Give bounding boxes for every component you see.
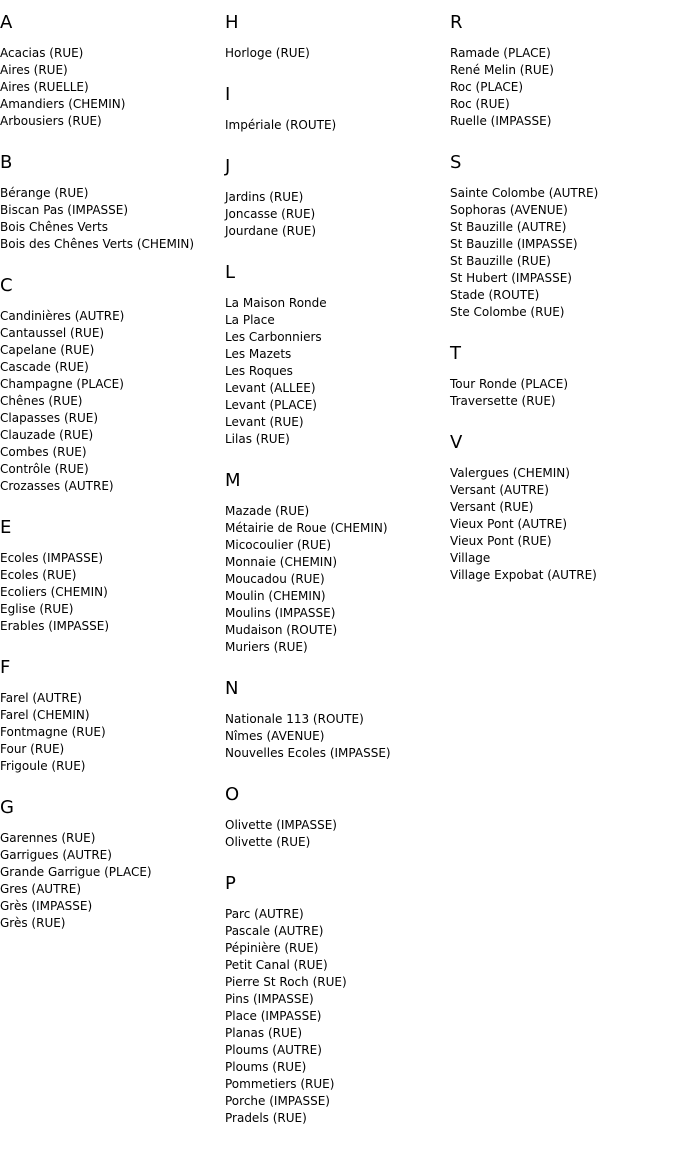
street-link[interactable]: St Hubert (IMPASSE) xyxy=(450,271,572,285)
street-list-item xyxy=(225,1093,450,1110)
street-list-item xyxy=(225,745,450,762)
street-link[interactable]: René Melin (RUE) xyxy=(450,63,554,77)
street-list-item xyxy=(225,957,450,974)
street-link[interactable]: Jardins (RUE) xyxy=(225,190,304,204)
street-list-item xyxy=(225,520,450,537)
street-link[interactable]: Capelane (RUE) xyxy=(0,343,95,357)
street-link[interactable]: Cascade (RUE) xyxy=(0,360,89,374)
street-link[interactable]: Clapasses (RUE) xyxy=(0,411,99,425)
street-list-item xyxy=(225,363,450,380)
street-link[interactable]: Village Expobat (AUTRE) xyxy=(450,568,597,582)
street-link[interactable]: Ploums (AUTRE) xyxy=(225,1043,322,1057)
street-link[interactable]: Eglise (RUE) xyxy=(0,602,74,616)
street-list xyxy=(450,185,675,321)
street-list-item xyxy=(225,45,450,62)
street-link[interactable]: Acacias (RUE) xyxy=(0,46,84,60)
street-link[interactable]: Aires (RUE) xyxy=(0,63,68,77)
street-list-item xyxy=(450,533,675,550)
street-list-item xyxy=(450,287,675,304)
letter-section xyxy=(0,275,225,495)
street-link[interactable]: Levant (RUE) xyxy=(225,415,304,429)
street-list-item xyxy=(450,550,675,567)
street-list-item xyxy=(0,113,225,130)
street-link[interactable]: Jourdane (RUE) xyxy=(225,224,317,238)
street-link[interactable]: Garennes (RUE) xyxy=(0,831,96,845)
street-link[interactable]: Champagne (PLACE) xyxy=(0,377,124,391)
letter-heading: B xyxy=(0,152,13,173)
street-list-item xyxy=(225,1042,450,1059)
letter-section xyxy=(225,784,450,851)
street-list-item xyxy=(0,758,225,775)
street-list-item xyxy=(225,1059,450,1076)
letter-section xyxy=(225,12,450,62)
street-link[interactable]: Pins (IMPASSE) xyxy=(225,992,314,1006)
street-list-item xyxy=(0,308,225,325)
street-link[interactable]: Candinières (AUTRE) xyxy=(0,309,125,323)
street-list-item xyxy=(0,62,225,79)
street-link[interactable]: Nîmes (AVENUE) xyxy=(225,729,325,743)
letter-heading: S xyxy=(450,152,462,173)
street-link[interactable]: Cantaussel (RUE) xyxy=(0,326,105,340)
street-list-item xyxy=(225,1110,450,1127)
street-list xyxy=(450,376,675,410)
street-list-item xyxy=(0,45,225,62)
street-link[interactable]: Grès (IMPASSE) xyxy=(0,899,93,913)
letter-section xyxy=(450,343,675,410)
street-link[interactable]: Ruelle (IMPASSE) xyxy=(450,114,552,128)
street-link[interactable]: Grande Garrigue (PLACE) xyxy=(0,865,152,879)
street-list-item xyxy=(225,189,450,206)
street-link[interactable]: Aires (RUELLE) xyxy=(0,80,89,94)
street-link[interactable]: Olivette (IMPASSE) xyxy=(225,818,337,832)
letter-section xyxy=(0,517,225,635)
street-link[interactable]: Lilas (RUE) xyxy=(225,432,290,446)
letter-heading: G xyxy=(0,797,14,818)
street-link[interactable]: Combes (RUE) xyxy=(0,445,87,459)
street-list-item xyxy=(0,96,225,113)
street-link[interactable]: La Maison Ronde xyxy=(225,296,327,310)
street-list-item xyxy=(225,346,450,363)
street-list-item xyxy=(0,724,225,741)
street-list xyxy=(0,830,225,932)
street-link[interactable]: Nationale 113 (ROUTE) xyxy=(225,712,364,726)
letter-section xyxy=(225,156,450,240)
street-link[interactable]: Pradels (RUE) xyxy=(225,1111,307,1125)
street-list-item xyxy=(450,113,675,130)
street-list-item xyxy=(450,516,675,533)
letter-heading: P xyxy=(225,873,236,894)
street-list-item xyxy=(0,342,225,359)
street-list-item xyxy=(0,376,225,393)
street-list-item xyxy=(0,847,225,864)
street-list-item xyxy=(0,550,225,567)
street-list-item xyxy=(0,898,225,915)
street-list xyxy=(225,45,450,62)
street-list-item xyxy=(225,295,450,312)
street-list xyxy=(225,906,450,1127)
street-link[interactable]: Ste Colombe (RUE) xyxy=(450,305,565,319)
street-list-item xyxy=(225,639,450,656)
street-list-item xyxy=(450,270,675,287)
street-link[interactable]: Les Carbonniers xyxy=(225,330,322,344)
street-list-item xyxy=(0,325,225,342)
letter-section xyxy=(0,12,225,130)
street-link[interactable]: Amandiers (CHEMIN) xyxy=(0,97,126,111)
street-link[interactable]: Olivette (RUE) xyxy=(225,835,311,849)
street-list-item xyxy=(225,431,450,448)
letter-section xyxy=(225,262,450,448)
street-list-item xyxy=(0,584,225,601)
street-link[interactable]: Petit Canal (RUE) xyxy=(225,958,328,972)
street-link[interactable]: Sophoras (AVENUE) xyxy=(450,203,568,217)
street-link[interactable]: Grès (RUE) xyxy=(0,916,66,930)
street-list-item xyxy=(225,923,450,940)
street-list xyxy=(0,185,225,253)
street-list-item xyxy=(0,427,225,444)
street-list-item xyxy=(225,834,450,851)
letter-heading: C xyxy=(0,275,13,296)
street-link[interactable]: Ecoliers (CHEMIN) xyxy=(0,585,108,599)
street-link[interactable]: Mazade (RUE) xyxy=(225,504,310,518)
street-list-item xyxy=(225,622,450,639)
street-link[interactable]: Village xyxy=(450,551,491,565)
street-link[interactable]: Les Mazets xyxy=(225,347,292,361)
street-link[interactable]: Planas (RUE) xyxy=(225,1026,303,1040)
street-link[interactable]: Chênes (RUE) xyxy=(0,394,83,408)
street-list-item xyxy=(450,465,675,482)
letter-section xyxy=(225,678,450,762)
street-list-item xyxy=(0,79,225,96)
street-list xyxy=(225,189,450,240)
street-link[interactable]: Bois des Chênes Verts (CHEMIN) xyxy=(0,237,195,251)
street-list-item xyxy=(450,45,675,62)
street-list-item xyxy=(0,359,225,376)
street-link[interactable]: Valergues (CHEMIN) xyxy=(450,466,570,480)
letter-heading: M xyxy=(225,470,241,491)
street-list xyxy=(0,550,225,635)
street-list-item xyxy=(0,461,225,478)
street-list-item xyxy=(0,410,225,427)
letter-section xyxy=(225,470,450,656)
street-link[interactable]: Bérange (RUE) xyxy=(0,186,89,200)
letter-heading: E xyxy=(0,517,12,538)
street-link[interactable]: Mudaison (ROUTE) xyxy=(225,623,338,637)
street-list-item xyxy=(225,571,450,588)
street-link[interactable]: Pascale (AUTRE) xyxy=(225,924,324,938)
street-link[interactable]: Contrôle (RUE) xyxy=(0,462,89,476)
street-link[interactable]: Joncasse (RUE) xyxy=(225,207,316,221)
letter-section xyxy=(0,657,225,775)
street-list-item xyxy=(450,304,675,321)
street-list-item xyxy=(450,253,675,270)
letter-heading: L xyxy=(225,262,236,283)
street-list xyxy=(225,711,450,762)
street-link[interactable]: Moulin (CHEMIN) xyxy=(225,589,326,603)
letter-section xyxy=(225,873,450,1127)
street-list-item xyxy=(0,478,225,495)
street-list-item xyxy=(0,202,225,219)
street-link[interactable]: Parc (AUTRE) xyxy=(225,907,304,921)
street-list-item xyxy=(225,588,450,605)
street-list-item xyxy=(450,96,675,113)
street-index-column-1 xyxy=(0,12,225,954)
street-link[interactable]: Sainte Colombe (AUTRE) xyxy=(450,186,599,200)
street-list-item xyxy=(0,601,225,618)
street-list-item xyxy=(450,482,675,499)
letter-section xyxy=(225,84,450,134)
street-link[interactable]: Ramade (PLACE) xyxy=(450,46,551,60)
street-link[interactable]: Ploums (RUE) xyxy=(225,1060,307,1074)
letter-section xyxy=(0,152,225,253)
letter-heading: I xyxy=(225,84,231,105)
street-list-item xyxy=(0,830,225,847)
street-link[interactable]: Farel (AUTRE) xyxy=(0,691,82,705)
street-link[interactable]: St Bauzille (AUTRE) xyxy=(450,220,567,234)
street-index-column-2 xyxy=(225,12,450,1149)
street-link[interactable]: Levant (PLACE) xyxy=(225,398,317,412)
street-list-item xyxy=(225,223,450,240)
letter-heading: O xyxy=(225,784,240,805)
street-link[interactable]: Muriers (RUE) xyxy=(225,640,308,654)
street-link[interactable]: Frigoule (RUE) xyxy=(0,759,86,773)
street-link[interactable]: Pierre St Roch (RUE) xyxy=(225,975,347,989)
street-link[interactable]: Versant (AUTRE) xyxy=(450,483,549,497)
letter-heading: A xyxy=(0,12,13,33)
street-list-item xyxy=(225,414,450,431)
street-link[interactable]: Clauzade (RUE) xyxy=(0,428,94,442)
street-list-item xyxy=(225,1025,450,1042)
street-list-item xyxy=(225,397,450,414)
street-link[interactable]: Métairie de Roue (CHEMIN) xyxy=(225,521,388,535)
street-list-item xyxy=(450,219,675,236)
street-list-item xyxy=(225,312,450,329)
street-link[interactable]: Place (IMPASSE) xyxy=(225,1009,322,1023)
letter-heading: F xyxy=(0,657,11,678)
street-list xyxy=(450,465,675,584)
street-list-item xyxy=(450,376,675,393)
street-list-item xyxy=(225,503,450,520)
street-link[interactable]: Ecoles (IMPASSE) xyxy=(0,551,104,565)
street-list xyxy=(0,308,225,495)
letter-heading: J xyxy=(225,156,231,177)
street-list-item xyxy=(0,185,225,202)
street-list-item xyxy=(450,236,675,253)
street-list-item xyxy=(450,79,675,96)
street-link[interactable]: Horloge (RUE) xyxy=(225,46,310,60)
street-list-item xyxy=(225,974,450,991)
street-list xyxy=(225,817,450,851)
street-link[interactable]: Garrigues (AUTRE) xyxy=(0,848,112,862)
street-link[interactable]: Crozasses (AUTRE) xyxy=(0,479,114,493)
street-list-item xyxy=(225,329,450,346)
street-link[interactable]: Vieux Pont (AUTRE) xyxy=(450,517,568,531)
street-list-item xyxy=(450,393,675,410)
street-link[interactable]: St Bauzille (RUE) xyxy=(450,254,551,268)
street-link[interactable]: Les Roques xyxy=(225,364,293,378)
letter-section xyxy=(450,152,675,321)
street-link[interactable]: Farel (CHEMIN) xyxy=(0,708,90,722)
street-list-item xyxy=(450,62,675,79)
street-link[interactable]: Tour Ronde (PLACE) xyxy=(450,377,569,391)
street-list-item xyxy=(225,991,450,1008)
letter-heading: V xyxy=(450,432,463,453)
street-link[interactable]: Stade (ROUTE) xyxy=(450,288,540,302)
street-link[interactable]: La Place xyxy=(225,313,275,327)
street-list-item xyxy=(0,864,225,881)
letter-section xyxy=(450,432,675,584)
street-link[interactable]: Porche (IMPASSE) xyxy=(225,1094,330,1108)
street-link[interactable]: Fontmagne (RUE) xyxy=(0,725,106,739)
street-list-item xyxy=(225,554,450,571)
street-list-item xyxy=(450,202,675,219)
letter-heading: H xyxy=(225,12,239,33)
letter-heading: N xyxy=(225,678,239,699)
street-list-item xyxy=(450,567,675,584)
street-link[interactable]: Micocoulier (RUE) xyxy=(225,538,332,552)
letter-section xyxy=(450,12,675,130)
street-list-item xyxy=(0,219,225,236)
street-list-item xyxy=(225,817,450,834)
street-link[interactable]: Ecoles (RUE) xyxy=(0,568,77,582)
street-list-item xyxy=(0,707,225,724)
letter-heading: T xyxy=(450,343,461,364)
street-link[interactable]: Impériale (ROUTE) xyxy=(225,118,337,132)
street-list xyxy=(0,45,225,130)
street-link[interactable]: Roc (PLACE) xyxy=(450,80,524,94)
street-link[interactable]: Monnaie (CHEMIN) xyxy=(225,555,338,569)
street-list-item xyxy=(225,117,450,134)
street-list-item xyxy=(225,940,450,957)
street-link[interactable]: Four (RUE) xyxy=(0,742,65,756)
street-list-item xyxy=(225,711,450,728)
street-list xyxy=(225,295,450,448)
street-list-item xyxy=(225,605,450,622)
street-list-item xyxy=(225,380,450,397)
street-list xyxy=(225,117,450,134)
street-list-item xyxy=(0,915,225,932)
street-link[interactable]: Levant (ALLEE) xyxy=(225,381,316,395)
street-link[interactable]: Moulins (IMPASSE) xyxy=(225,606,336,620)
street-list-item xyxy=(0,881,225,898)
street-link[interactable]: Vieux Pont (RUE) xyxy=(450,534,552,548)
street-list-item xyxy=(450,499,675,516)
street-list-item xyxy=(0,741,225,758)
street-link[interactable]: Moucadou (RUE) xyxy=(225,572,325,586)
street-link[interactable]: Biscan Pas (IMPASSE) xyxy=(0,203,129,217)
street-list-item xyxy=(450,185,675,202)
street-list-item xyxy=(0,567,225,584)
street-index-column-3 xyxy=(450,12,675,606)
street-link[interactable]: St Bauzille (IMPASSE) xyxy=(450,237,578,251)
street-link[interactable]: Traversette (RUE) xyxy=(450,394,556,408)
street-list-item xyxy=(0,618,225,635)
street-link[interactable]: Gres (AUTRE) xyxy=(0,882,82,896)
street-list xyxy=(225,503,450,656)
street-list-item xyxy=(0,690,225,707)
street-link[interactable]: Roc (RUE) xyxy=(450,97,510,111)
street-list xyxy=(450,45,675,130)
street-list-item xyxy=(225,728,450,745)
street-list-item xyxy=(225,1008,450,1025)
street-link[interactable]: Nouvelles Ecoles (IMPASSE) xyxy=(225,746,391,760)
letter-heading: R xyxy=(450,12,463,33)
street-link[interactable]: Arbousiers (RUE) xyxy=(0,114,102,128)
street-list-item xyxy=(225,537,450,554)
street-list xyxy=(0,690,225,775)
street-list-item xyxy=(0,444,225,461)
street-list-item xyxy=(225,906,450,923)
street-link[interactable]: Erables (IMPASSE) xyxy=(0,619,110,633)
letter-section xyxy=(0,797,225,932)
street-link[interactable]: Pépinière (RUE) xyxy=(225,941,319,955)
street-list-item xyxy=(0,236,225,253)
street-link[interactable]: Bois Chênes Verts xyxy=(0,220,108,234)
street-link[interactable]: Versant (RUE) xyxy=(450,500,534,514)
street-list-item xyxy=(0,393,225,410)
street-link[interactable]: Pommetiers (RUE) xyxy=(225,1077,335,1091)
street-list-item xyxy=(225,206,450,223)
street-list-item xyxy=(225,1076,450,1093)
